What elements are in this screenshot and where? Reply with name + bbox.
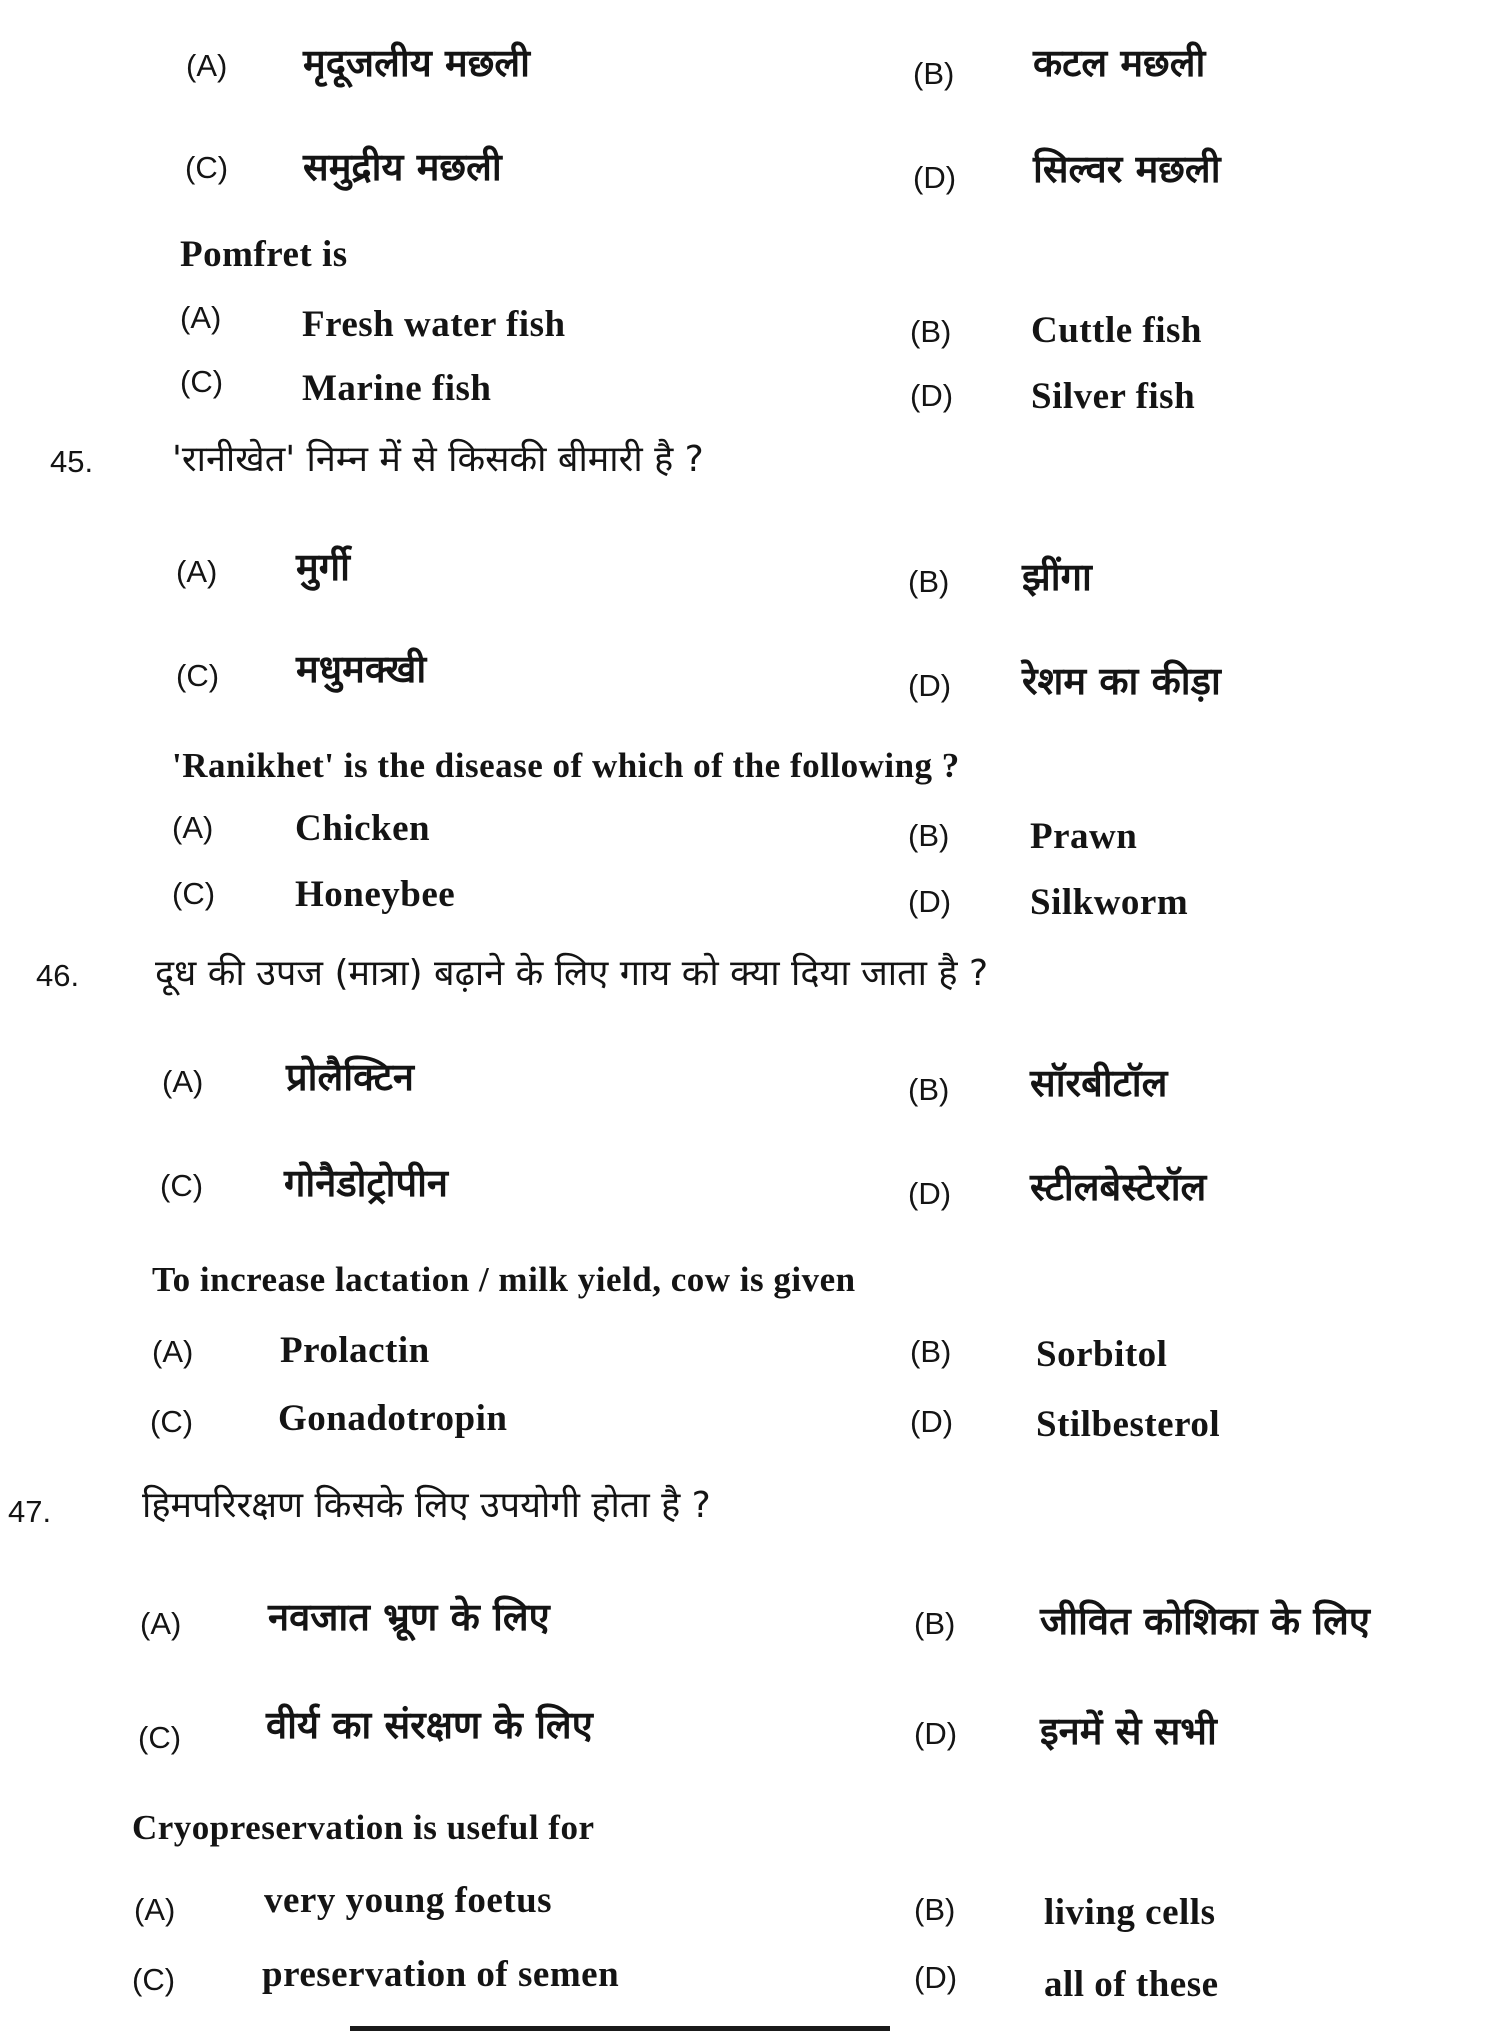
option-text: Silver fish xyxy=(1031,376,1196,417)
english-question: Cryopreservation is useful for xyxy=(132,1808,595,1847)
option-label: (D) xyxy=(913,160,957,195)
hindi-question: हिमपरिरक्षण किसके लिए उपयोगी होता है ? xyxy=(142,1485,711,1526)
option-label: (C) xyxy=(185,150,229,185)
option-label: (A) xyxy=(186,48,228,83)
option-text: जीवित कोशिका के लिए xyxy=(1040,1599,1370,1643)
option-text: स्टीलबेस्टेरॉल xyxy=(1030,1165,1207,1209)
option-text: रेशम का कीड़ा xyxy=(1022,659,1221,703)
option-label: (D) xyxy=(910,1404,954,1439)
page-bottom-rule xyxy=(350,2026,890,2031)
option-label: (C) xyxy=(160,1168,204,1203)
option-label: (B) xyxy=(914,1892,956,1927)
option-text: सॉरबीटॉल xyxy=(1030,1061,1168,1105)
option-text: Honeybee xyxy=(295,874,456,915)
option-text: सिल्वर मछली xyxy=(1033,147,1221,191)
hindi-question: 'रानीखेत' निम्न में से किसकी बीमारी है ? xyxy=(172,439,704,480)
option-text: Cuttle fish xyxy=(1031,310,1202,351)
question-number: 46. xyxy=(36,958,80,993)
option-label: (D) xyxy=(908,884,952,919)
option-text: Fresh water fish xyxy=(302,304,566,345)
option-label: (A) xyxy=(152,1334,194,1369)
option-label: (C) xyxy=(132,1962,176,1997)
option-text: Prawn xyxy=(1030,816,1138,857)
question-number: 45. xyxy=(50,444,94,479)
option-label: (B) xyxy=(908,564,950,599)
option-label: (D) xyxy=(910,378,954,413)
option-text: preservation of semen xyxy=(262,1954,620,1995)
option-label: (B) xyxy=(913,56,955,91)
option-label: (B) xyxy=(908,1072,950,1107)
option-text: Chicken xyxy=(295,808,431,849)
option-label: (B) xyxy=(910,1334,952,1369)
hindi-question: दूध की उपज (मात्रा) बढ़ाने के लिए गाय को क्या दिया जाता है ? xyxy=(155,953,989,994)
option-text: मधुमक्खी xyxy=(296,647,427,691)
option-text: all of these xyxy=(1044,1964,1219,2005)
option-text: Prolactin xyxy=(280,1330,430,1371)
option-label: (B) xyxy=(908,818,950,853)
english-question: To increase lactation / milk yield, cow is given xyxy=(152,1260,856,1299)
option-label: (A) xyxy=(134,1892,176,1927)
option-text: living cells xyxy=(1044,1892,1216,1933)
option-label: (D) xyxy=(914,1716,958,1751)
option-text: मुर्गी xyxy=(296,545,350,589)
option-label: (A) xyxy=(172,810,214,845)
option-label: (A) xyxy=(176,554,218,589)
option-text: इनमें से सभी xyxy=(1040,1709,1217,1753)
option-label: (C) xyxy=(176,658,220,693)
option-label: (C) xyxy=(180,364,224,399)
option-text: मृदूजलीय मछली xyxy=(303,41,530,85)
option-label: (C) xyxy=(138,1720,182,1755)
option-text: very young foetus xyxy=(264,1880,553,1921)
option-text: नवजात भ्रूण के लिए xyxy=(268,1595,550,1639)
option-label: (D) xyxy=(914,1960,958,1995)
option-label: (D) xyxy=(908,668,952,703)
option-label: (C) xyxy=(150,1404,194,1439)
option-text: समुद्रीय मछली xyxy=(303,145,502,189)
option-label: (D) xyxy=(908,1176,952,1211)
option-label: (B) xyxy=(910,314,952,349)
english-question: Pomfret is xyxy=(180,234,348,275)
english-question: 'Ranikhet' is the disease of which of the following ? xyxy=(172,746,960,785)
option-text: कटल मछली xyxy=(1033,41,1206,85)
option-text: गोनैडोट्रोपीन xyxy=(284,1161,449,1205)
option-text: Gonadotropin xyxy=(278,1398,508,1439)
option-text: Marine fish xyxy=(302,368,492,409)
question-number: 47. xyxy=(8,1494,52,1529)
option-label: (C) xyxy=(172,876,216,911)
option-text: Sorbitol xyxy=(1036,1334,1168,1375)
option-text: Stilbesterol xyxy=(1036,1404,1221,1445)
option-text: Silkworm xyxy=(1030,882,1189,923)
option-text: झींगा xyxy=(1022,555,1092,599)
option-text: प्रोलैक्टिन xyxy=(286,1055,415,1099)
option-label: (B) xyxy=(914,1606,956,1641)
option-label: (A) xyxy=(180,300,222,335)
option-label: (A) xyxy=(140,1606,182,1641)
option-label: (A) xyxy=(162,1064,204,1099)
option-text: वीर्य का संरक्षण के लिए xyxy=(266,1703,593,1747)
